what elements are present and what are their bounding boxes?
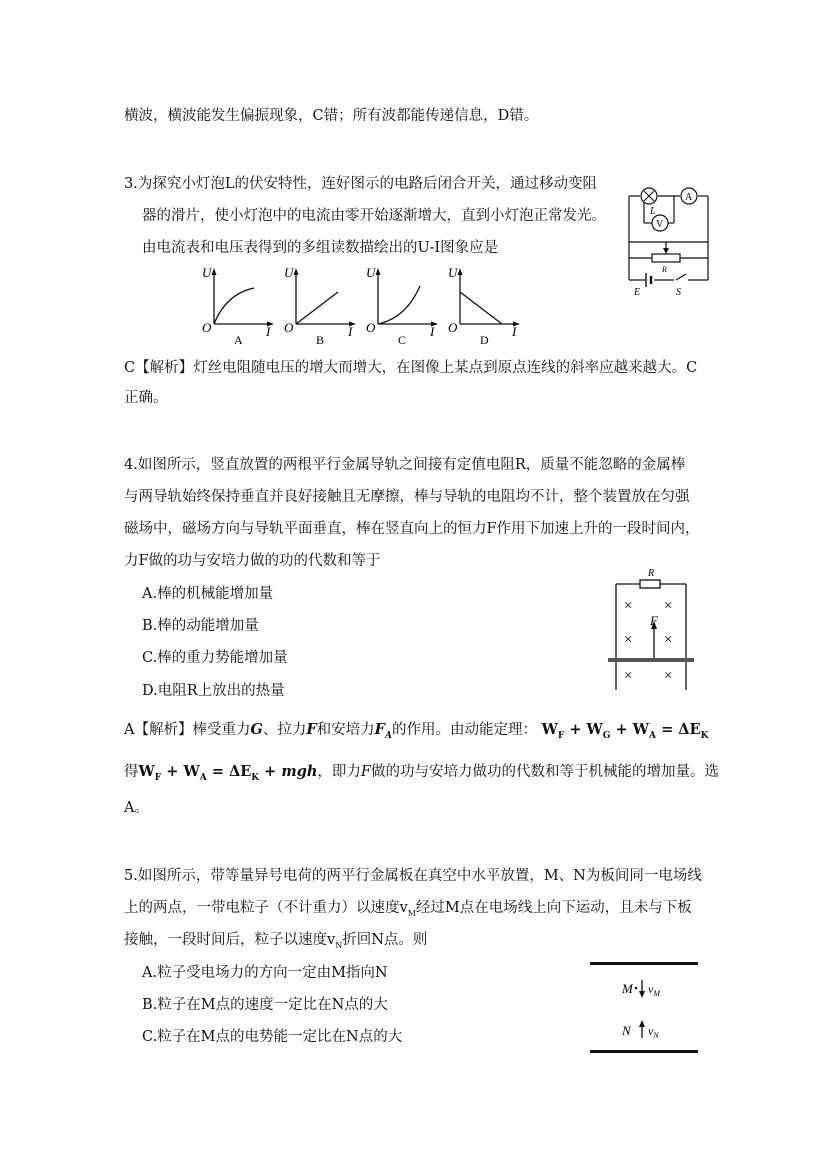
graph-b-origin: O (284, 320, 294, 335)
velocity-n-arrow (639, 1020, 645, 1027)
field-mark: × (624, 598, 633, 614)
velocity-m-label: $v_M$ (648, 982, 660, 998)
q5-option-a: A.粒子受电场力的方向一定由M指向N (142, 965, 388, 981)
graph-b-line (296, 292, 338, 324)
q3-answer-line-2: 正确。 (124, 390, 168, 406)
field-mark: × (664, 668, 673, 684)
q5-plates-figure (588, 958, 700, 1058)
graph-a-curve (214, 288, 254, 324)
lower-plate (590, 1050, 698, 1053)
q5-option-c: C.粒子在M点的电势能一定比在N点的大 (142, 1029, 403, 1045)
metal-rod (608, 658, 694, 662)
q4-option-b: B.棒的动能增加量 (142, 618, 259, 634)
battery-label: E (634, 287, 641, 298)
graph-d-axis-y: U (448, 265, 458, 280)
velocity-n-label: $v_N$ (648, 1024, 659, 1040)
point-n-label: N (622, 1023, 631, 1038)
graph-b-axis-x: I (348, 324, 353, 339)
q4-answer-text: 做的功与安培力做功的代数和等于机械能的增加量。选 (370, 764, 719, 780)
graph-c-axis-y: U (366, 265, 376, 280)
q3-line-2: 器的滑片，使小灯泡中的电流由零开始逐渐增大，直到小灯泡正常发光。 (142, 208, 606, 224)
graph-a-label: A (234, 333, 243, 346)
q4-line-4: 力F做的功与安培力做的功的代数和等于 (124, 553, 381, 569)
symbol-f: F (306, 721, 317, 738)
q5-line-1: 5.如图所示，带等量异号电荷的两平行金属板在真空中水平放置，M、N为板间同一电场线 (124, 868, 702, 884)
graph-d-origin: O (448, 320, 458, 335)
q5-line-2: 上的两点，一带电粒子（不计重力）以速度$v_M$经过M点在电场线上向下运动，且未与下板 (124, 900, 692, 918)
symbol-g: G (250, 721, 263, 738)
q4-answer-text: 、拉力 (262, 722, 307, 738)
symbol-fa: F (374, 721, 385, 738)
q3-circuit-diagram (624, 178, 714, 298)
q4-answer-text: 和安培力 (316, 722, 375, 738)
q4-answer-line-1 (124, 720, 708, 746)
q4-answer-line-2 (124, 762, 719, 788)
graph-c-origin: O (366, 320, 376, 335)
graph-a-origin: O (202, 320, 212, 335)
q3-answer-line-1: C【解析】灯丝电阻随电压的增大而增大，在图像上某点到原点连线的斜率应越来越大。C (124, 360, 698, 376)
graph-c (366, 265, 438, 346)
q3-line-3: 由电流表和电压表得到的多组读数描绘出的U-I图象应是 (142, 240, 499, 256)
symbol-f: F (360, 764, 371, 780)
ammeter-label: A (685, 192, 693, 203)
q4-answer-text: ，即力 (317, 764, 361, 780)
q4-answer-text: A【解析】棒受重力 (124, 722, 251, 738)
switch-label: S (676, 287, 681, 298)
q5-option-b: B.粒子在M点的速度一定比在N点的大 (142, 997, 388, 1013)
work-equation: $W_F + W_A = \Delta E_K$ + mgh (138, 763, 318, 783)
field-mark: × (624, 668, 633, 684)
q4-line-2: 与两导轨始终保持垂直并良好接触且无摩擦，棒与导轨的电阻均不计，整个装置放在匀强 (124, 489, 690, 505)
velocity-m-arrow (639, 991, 645, 998)
voltmeter-label: V (656, 219, 664, 230)
q4-rail-figure (604, 566, 696, 690)
upper-plate (590, 962, 698, 965)
energy-equation: $W_F + W_G + W_A = \Delta E_K$ (541, 721, 709, 741)
q4-option-a: A.棒的机械能增加量 (142, 586, 274, 602)
q4-line-1: 4.如图所示，竖直放置的两根平行金属导轨之间接有定值电阻R，质量不能忽略的金属棒 (124, 457, 686, 473)
symbol-fa-sub: A (384, 730, 392, 741)
q4-answer-text: 的作用。由动能定理： (391, 722, 537, 738)
graph-d-label: D (480, 333, 489, 346)
graph-b-label: B (316, 333, 325, 346)
q4-option-d: D.电阻R上放出的热量 (142, 683, 285, 699)
field-mark: × (664, 632, 673, 648)
point-m-label: M (622, 981, 633, 996)
graph-d (448, 265, 520, 346)
graph-b-axis-y: U (284, 265, 294, 280)
q4-line-3: 磁场中，磁场方向与导轨平面垂直，棒在竖直向上的恒力F作用下加速上升的一段时间内， (124, 521, 700, 537)
q2-tail-text: 横波，横波能发生偏振现象，C错；所有波都能传递信息，D错。 (124, 108, 539, 124)
graph-d-axis-x: I (512, 324, 517, 339)
graph-c-curve (378, 286, 420, 324)
graph-b (284, 265, 356, 346)
graph-c-axis-x: I (430, 324, 435, 339)
rheostat-label: R (662, 265, 667, 274)
field-mark: × (664, 598, 673, 614)
q5-line-3: 接触，一段时间后，粒子以速度$v_N$折回N点。则 (124, 932, 428, 950)
lamp-label: L (650, 206, 656, 217)
graph-c-label: C (398, 333, 407, 346)
q3-line-1: 3.为探究小灯泡L的伏安特性，连好图示的电路后闭合开关，通过移动变阻 (124, 176, 597, 192)
graph-a-axis-y: U (202, 265, 212, 280)
q4-option-c: C.棒的重力势能增加量 (142, 650, 288, 666)
graph-a-axis-x: I (266, 324, 271, 339)
graph-d-line (460, 292, 502, 324)
force-label: F (650, 613, 658, 628)
q4-answer-text: 得 (124, 764, 139, 780)
q4-answer-line-3: A。 (124, 800, 149, 816)
q3-ui-graphs (196, 262, 526, 346)
field-mark: × (624, 632, 633, 648)
resistor-label: R (648, 568, 655, 579)
graph-a (202, 265, 274, 346)
